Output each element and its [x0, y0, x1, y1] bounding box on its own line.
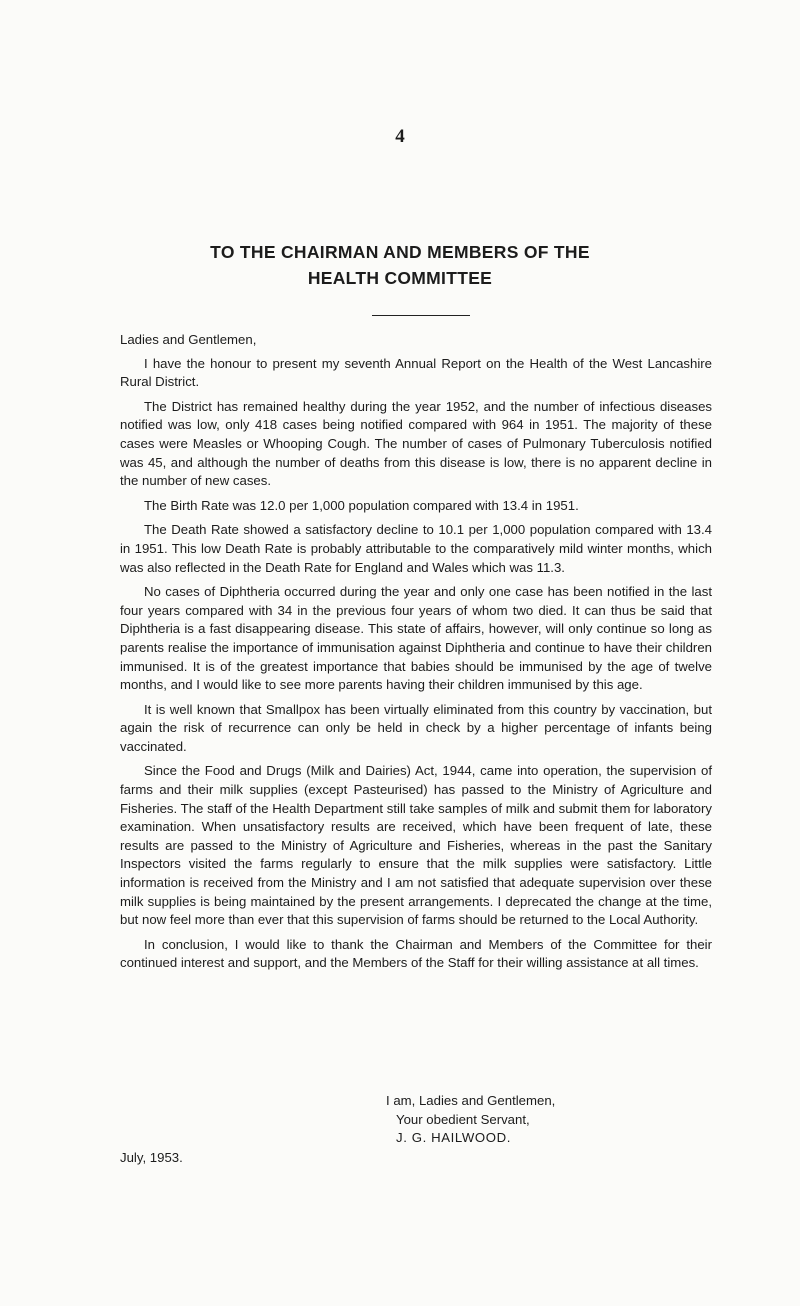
- closing-line-1: I am, Ladies and Gentlemen,: [386, 1093, 556, 1108]
- signature: J. G. HAILWOOD.: [396, 1130, 511, 1146]
- heading-divider: [372, 315, 470, 316]
- letter-date: July, 1953.: [120, 1150, 183, 1165]
- paragraph-smallpox: It is well known that Smallpox has been virtually eliminated from this country by vaccination, but again the risk of recurrence can only be held in check by a higher percentage of infants being vaccinated.: [120, 701, 712, 754]
- salutation: Ladies and Gentlemen,: [120, 332, 257, 347]
- paragraph-conclusion: In conclusion, I would like to thank the Chairman and Members of the Committee for their continued interest and support, and the Members of the Staff for their willing assistance at all times.: [120, 936, 712, 971]
- closing-block: [386, 1092, 555, 1148]
- page-number: 4: [395, 126, 405, 147]
- paragraph-birth-rate: The Birth Rate was 12.0 per 1,000 population compared with 13.4 in 1951.: [144, 497, 579, 513]
- paragraph-infectious-diseases: The District has remained healthy during the year 1952, and the number of infectious diseases notified was low, only 418 cases being notified compared with 964 in 1951. The majority of these cases were Measles or Whooping Cough. The number of cases of Pulmonary Tuberculosis notified was 45, and although the number of deaths from this disease is low, there is no apparent decline in the number of new cases.: [120, 398, 712, 489]
- closing-line-2: Your obedient Servant,: [396, 1111, 530, 1127]
- report-heading: [0, 239, 800, 291]
- paragraph-milk-supervision: Since the Food and Drugs (Milk and Dairies) Act, 1944, came into operation, the supervision of farms and their milk supplies (except Pasteurised) has passed to the Ministry of Agriculture and Fisheries. The staff of the Health Department still take samples of milk and submit them for laboratory examination. When unsatisfactory results are received, which have been frequent of late, these results are passed to the Ministry of Agriculture and Fisheries, whereas in the past the Sanitary Inspectors visited the farms regularly to ensure that the milk supplies were satisfactory. Little information is received from the Ministry and I am not satisfied that adequate supervision over these milk supplies is being maintained by the present arrangements. I deprecated the change at the time, but now feel more than ever that this supervision of farms should be returned to the Local Authority.: [120, 763, 712, 928]
- heading-line-2: HEALTH COMMITTEE: [307, 268, 493, 288]
- paragraph-diphtheria: No cases of Diphtheria occurred during the year and only one case has been notified in the last four years compared with 34 in the previous four years of whom two died. It can thus be said that Diphtheria is a fast disappearing disease. This state of affairs, however, will only continue so long as parents realise the importance of immunisation against Diphtheria and continue to have their children immunised. It is of the greatest importance that babies should be immunised by the age of twelve months, and I would like to see more parents having their children immunised by this age.: [120, 584, 712, 693]
- heading-line-1: TO THE CHAIRMAN AND MEMBERS OF THE: [210, 242, 590, 262]
- paragraph-introduction: I have the honour to present my seventh Annual Report on the Health of the West Lancashire Rural District.: [120, 355, 712, 390]
- paragraph-death-rate: The Death Rate showed a satisfactory decline to 10.1 per 1,000 population compared with 13.4 in 1951. This low Death Rate is probably attributable to the comparatively mild winter months, which was also reflected in the Death Rate for England and Wales which was 11.3.: [120, 522, 712, 575]
- letter-body: [120, 331, 712, 979]
